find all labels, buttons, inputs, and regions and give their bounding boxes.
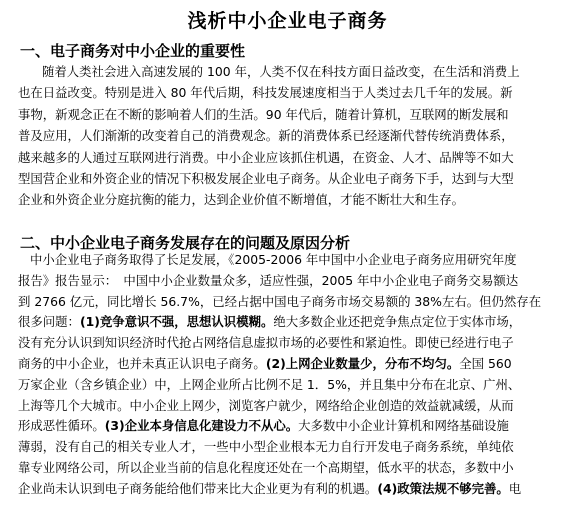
- paragraph-line: 企业和外资企业分庭抗衡的能力，达到企业价值不断增值，才能不断壮大和生存。: [18, 192, 465, 208]
- text-run: 万家企业（含乡镇企业）中，上网企业所占比例不足 1．5%，并且集中分布在北京、广州、: [18, 376, 521, 392]
- text-run: 企业尚未认识到电子商务能给他们带来比大企业更为有利的机遇。: [18, 480, 378, 496]
- text-run: 形成恶性循环。: [18, 418, 105, 434]
- paragraph-line: 普及应用，人们渐渐的改变着自己的消费观念。新的消费体系已经逐渐代替传统消费体系，: [18, 128, 514, 144]
- text-run: 电: [508, 480, 522, 496]
- paragraph-line: [18, 375, 520, 395]
- text-run: 靠专业网络公司，所以企业当前的信息化程度还处在一个高期望，低水平的状态，多数中小: [18, 460, 514, 475]
- paragraph-line: [18, 437, 514, 457]
- text-run: 中小企业电子商务取得了长足发展，《2005-2006 年中国中小企业电子商务应用研究年度: [30, 252, 517, 267]
- bold-phrase: (2)上网企业数量少，分布不均匀。: [265, 356, 460, 371]
- document-title: 浅析中小企业电子商务: [187, 10, 388, 32]
- paragraph-line: [18, 396, 514, 416]
- text-run: 全国 560: [459, 356, 512, 371]
- text-run: 到 2766 亿元，同比增长 56.7%，已经占据中国电子商务市场交易额的 38%左右。但仍然存在: [18, 293, 542, 309]
- text-run: 大多数中小企业计算机和网络基础设施: [298, 418, 509, 434]
- text-run: 上海等几个大城市。中小企业上网少，浏览客户就少，网络给企业创造的效益就减缓，从而: [18, 397, 514, 413]
- bold-phrase: (3)企业本身信息化建设力不从心。: [104, 418, 299, 434]
- paragraph-line: 随着人类社会进入高速发展的 100 年，人类不仅在科技方面日益改变，在生活和消费上: [42, 64, 520, 79]
- text-run: 薄弱，没有自己的相关专业人才，一些中小型企业根本无力自行开发电子商务系统，单纯依: [18, 439, 514, 455]
- bold-phrase: (1)竞争意识不强，思想认识模糊。: [79, 314, 274, 330]
- paragraph-line: [18, 458, 514, 478]
- paragraph-line: [18, 354, 512, 374]
- paragraph-line: [18, 479, 521, 499]
- paragraph-line: [18, 292, 541, 312]
- paragraph-line: 型国营企业和外资企业的情况下积极发展企业电子商务。从企业电子商务下手，达到与大型: [18, 171, 514, 186]
- paragraph-line: [30, 250, 517, 270]
- paragraph-line: [18, 333, 514, 353]
- text-run: 绝大多数企业还把竞争焦点定位于实体市场，: [273, 314, 522, 330]
- paragraph-line: [18, 312, 521, 332]
- section-1-heading: 一、电子商务对中小企业的重要性: [20, 42, 246, 60]
- paragraph-line: [18, 271, 518, 291]
- paragraph-line: 事物，新观念正在不断的影响着人们的生活。90 年代后，随着计算机，互联网的断发展和: [18, 106, 509, 122]
- bold-phrase: (4)政策法规不够完善。: [377, 480, 509, 496]
- paragraph-line: [18, 416, 509, 436]
- text-run: 没有充分认识到知识经济时代抢占网络信息虚拟市场的必要性和紧迫性。即使已经进行电子: [18, 335, 514, 351]
- text-run: 商务的中小企业，也并未真正认识电子商务。: [18, 356, 266, 371]
- text-run: 很多问题：: [18, 314, 80, 330]
- paragraph-line: 也在日益改变。特别是进入 80 年代后期，科技发展速度相当于人类过去几千年的发展。新: [18, 85, 513, 101]
- paragraph-line: 越来越多的人通过互联网进行消费。中小企业应该抓住机遇，在资金、人才、品牌等不如大: [18, 149, 514, 165]
- section-2-heading: 二、中小企业电子商务发展存在的问题及原因分析: [20, 234, 351, 252]
- text-run: 报告》报告显示： 中国中小企业数量众多，适应性强，2005 年中小企业电子商务交易额达: [18, 272, 519, 288]
